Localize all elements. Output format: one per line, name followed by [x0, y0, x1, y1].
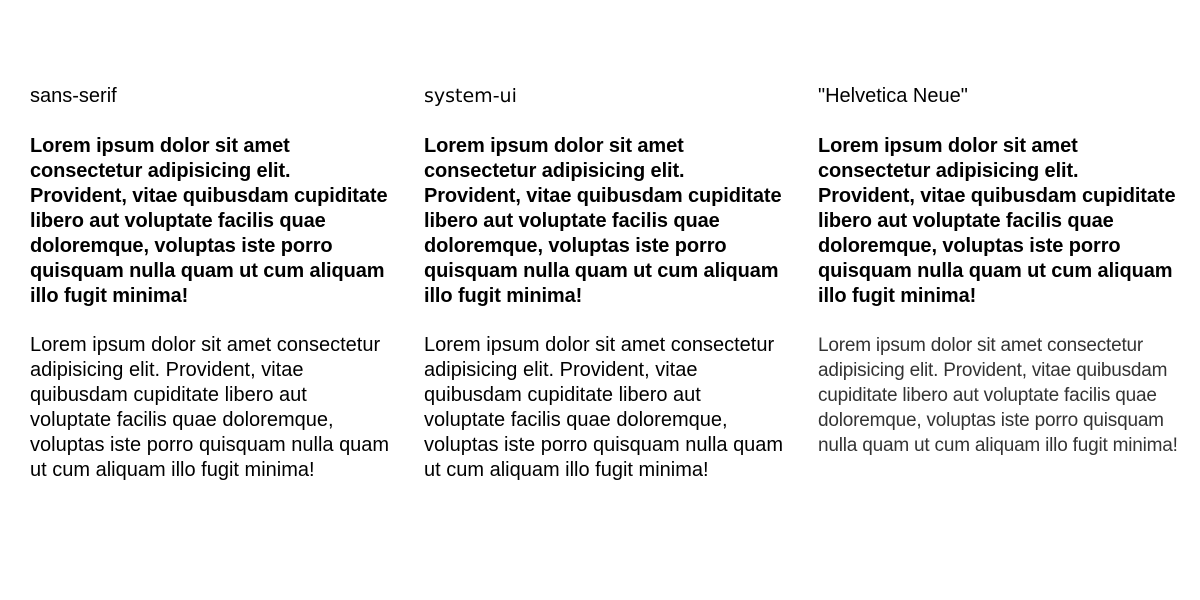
font-sample-column-system-ui — [424, 82, 784, 483]
font-sample-column-sans-serif — [30, 82, 390, 483]
font-name-heading: "Helvetica Neue" — [818, 85, 968, 107]
bold-sample-paragraph: Lorem ipsum dolor sit amet consectetur adipisicing elit. Provident, vitae quibusdam cupiditate libero aut voluptate facilis quae doloremque, voluptas iste porro quisquam nulla quam ut cum aliquam illo fugit minima! — [30, 135, 388, 307]
regular-sample-paragraph: Lorem ipsum dolor sit amet consectetur adipisicing elit. Provident, vitae quibusdam cupiditate libero aut voluptate facilis quae doloremque, voluptas iste porro quisquam nulla quam ut cum aliquam illo fugit minima! — [424, 334, 784, 481]
bold-sample-paragraph: Lorem ipsum dolor sit amet consectetur adipisicing elit. Provident, vitae quibusdam cupiditate libero aut voluptate facilis quae doloremque, voluptas iste porro quisquam nulla quam ut cum aliquam illo fugit minima! — [424, 135, 782, 307]
font-name-heading: system-ui — [424, 85, 517, 107]
light-sample-paragraph: Lorem ipsum dolor sit amet consectetur adipisicing elit. Provident, vitae quibusdam cupiditate libero aut voluptate facilis quae doloremque, voluptas iste porro quisquam nulla quam ut cum aliquam illo fugit minima! — [818, 335, 1178, 456]
bold-sample-paragraph: Lorem ipsum dolor sit amet consectetur adipisicing elit. Provident, vitae quibusdam cupiditate libero aut voluptate facilis quae doloremque, voluptas iste porro quisquam nulla quam ut cum aliquam illo fugit minima! — [818, 135, 1176, 307]
font-name-heading: sans-serif — [30, 85, 117, 107]
regular-sample-paragraph: Lorem ipsum dolor sit amet consectetur adipisicing elit. Provident, vitae quibusdam cupiditate libero aut voluptate facilis quae doloremque, voluptas iste porro quisquam nulla quam ut cum aliquam illo fugit minima! — [30, 334, 390, 481]
font-sample-column-helvetica-neue — [818, 82, 1178, 458]
